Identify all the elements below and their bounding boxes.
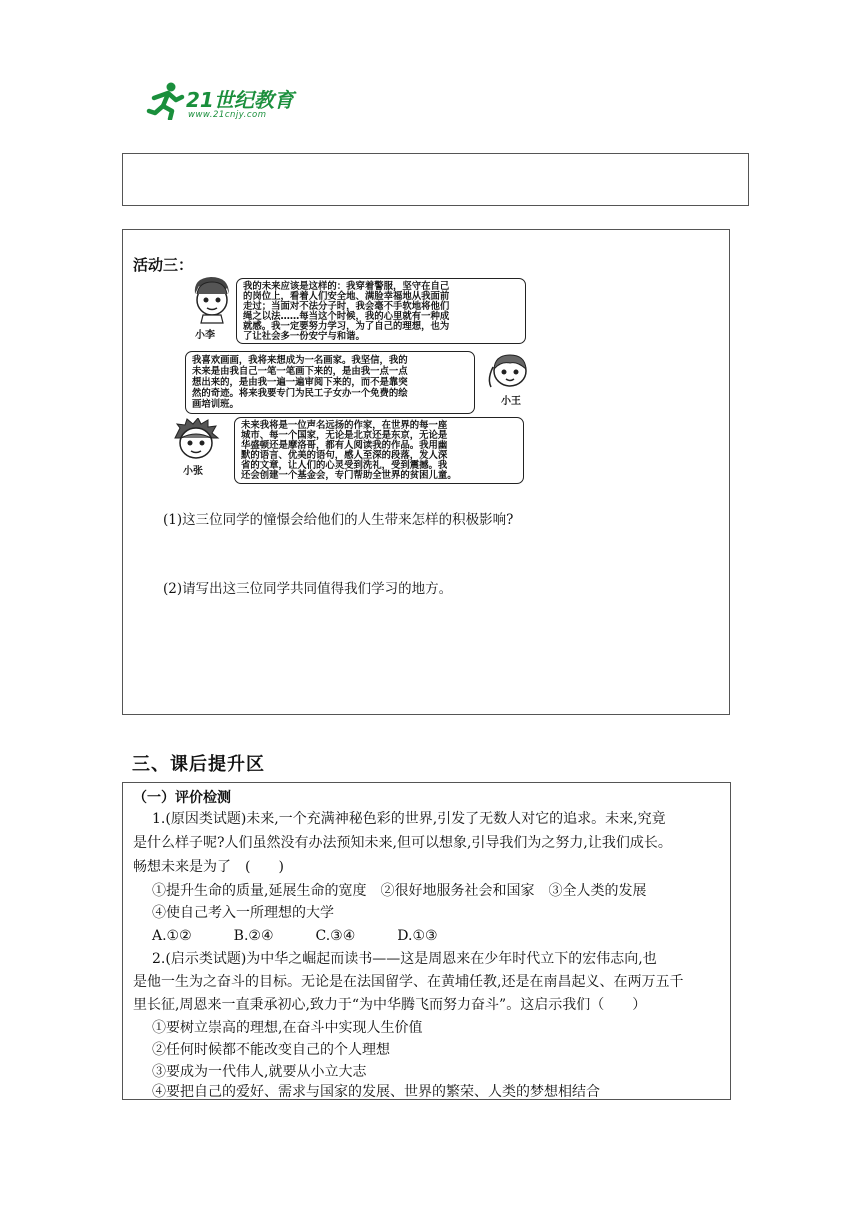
bubble-line: 就感。我一定要努力学习，为了自己的理想，也为 [243,321,450,332]
bubble-line: 未来是由我自己一笔一笔画下来的，是由我一点一点 [192,366,408,377]
runner-icon [146,80,186,120]
xiaoli-name: 小李 [195,330,215,341]
logo-brand-text: 21世纪教育 [186,88,294,112]
activity-three-box [122,229,730,715]
bubble-line: 画培训班。 [192,399,239,410]
question-1: (1)这三位同学的憧憬会给他们的人生带来怎样的积极影响? [163,512,514,528]
xiaowang-name: 小王 [501,396,521,407]
eval-line: 里长征,周恩来一直秉承初心,致力于“为中华腾飞而努力奋斗”。这启示我们（ ） [133,997,647,1013]
bubble-line: 绳之以法……每当这个时候，我的心里就有一种成 [243,311,450,322]
eval-line: 是他一生为之奋斗的目标。无论是在法国留学、在黄埔任教,还是在南昌起义、在两万五千 [133,974,684,990]
logo-url-text: www.21cnjy.com [188,110,267,120]
eval-line: 2.(启示类试题)为中华之崛起而读书——这是周恩来在少年时代立下的宏伟志向,也 [152,951,657,967]
bubble-line: 想出来的，是由我一遍一遍审阅下来的，而不是靠突 [192,377,408,388]
answer-box-empty [122,153,749,206]
bubble-line: 然的奇迹。将来我要专门为民工子女办一个免费的绘 [192,388,408,399]
activity-title: 活动三： [133,256,194,274]
xiaowang-speech-bubble [185,351,475,414]
bubble-line: 的岗位上，看着人们安全地、满脸幸福地从我面前 [243,291,450,302]
bubble-line: 还会创建一个基金会，专门帮助全世界的贫困儿童。 [241,470,457,481]
site-logo [146,80,316,126]
xiaowang-avatar-icon [487,351,533,391]
bubble-line: 城市、每一个国家，无论是北京还是东京，无论是 [241,430,448,441]
eval-line: ①提升生命的质量,延展生命的宽度 ②很好地服务社会和国家 ③全人类的发展 [152,883,647,899]
question-2: (2)请写出这三位同学共同值得我们学习的地方。 [163,581,453,597]
bubble-line: 华盛顿还是摩洛哥，都有人阅读我的作品。我用幽 [241,440,448,451]
section-heading: 三、课后提升区 [132,754,265,775]
bubble-line: 我喜欢画画，我将来想成为一名画家。我坚信，我的 [192,355,408,366]
bubble-line: 默的语言、优美的语句，感人至深的段落，发人深 [241,450,448,461]
xiaozhang-name: 小张 [183,466,203,477]
bubble-line: 了让社会多一份安宁与和谐。 [243,331,365,342]
xiaozhang-avatar-icon [171,418,221,462]
eval-line: ④要把自己的爱好、需求与国家的发展、世界的繁荣、人类的梦想相结合 [152,1084,600,1100]
eval-line: ②任何时候都不能改变自己的个人理想 [152,1042,390,1058]
xiaozhang-speech-bubble [234,417,524,484]
evaluation-box [122,782,731,1100]
bubble-line: 我的未来应该是这样的：我穿着警服，坚守在自己 [243,281,450,292]
eval-line: A.①② B.②④ C.③④ D.①③ [152,928,438,944]
eval-line: ③要成为一代伟人,就要从小立大志 [152,1064,367,1080]
eval-line: 是什么样子呢?人们虽然没有办法预知未来,但可以想象,引导我们为之努力,让我们成长。 [133,835,672,851]
xiaoli-speech-bubble [236,278,526,344]
bubble-line: 走过；当面对不法分子时，我会毫不手软地将他们 [243,301,450,312]
bubble-line: 未来我将是一位声名远扬的作家，在世界的每一座 [241,420,448,431]
evaluation-title: （一）评价检测 [133,790,231,806]
eval-line: 畅想未来是为了 ( ) [133,859,284,875]
eval-line: ①要树立崇高的理想,在奋斗中实现人生价值 [152,1020,423,1036]
xiaoli-avatar-icon [189,274,235,324]
eval-line: 1.(原因类试题)未来,一个充满神秘色彩的世界,引发了无数人对它的追求。未来,究竟 [152,811,666,827]
eval-line: ④使自己考入一所理想的大学 [152,905,334,921]
bubble-line: 省的文章，让人们的心灵受到洗礼，受到震撼。我 [241,460,448,471]
